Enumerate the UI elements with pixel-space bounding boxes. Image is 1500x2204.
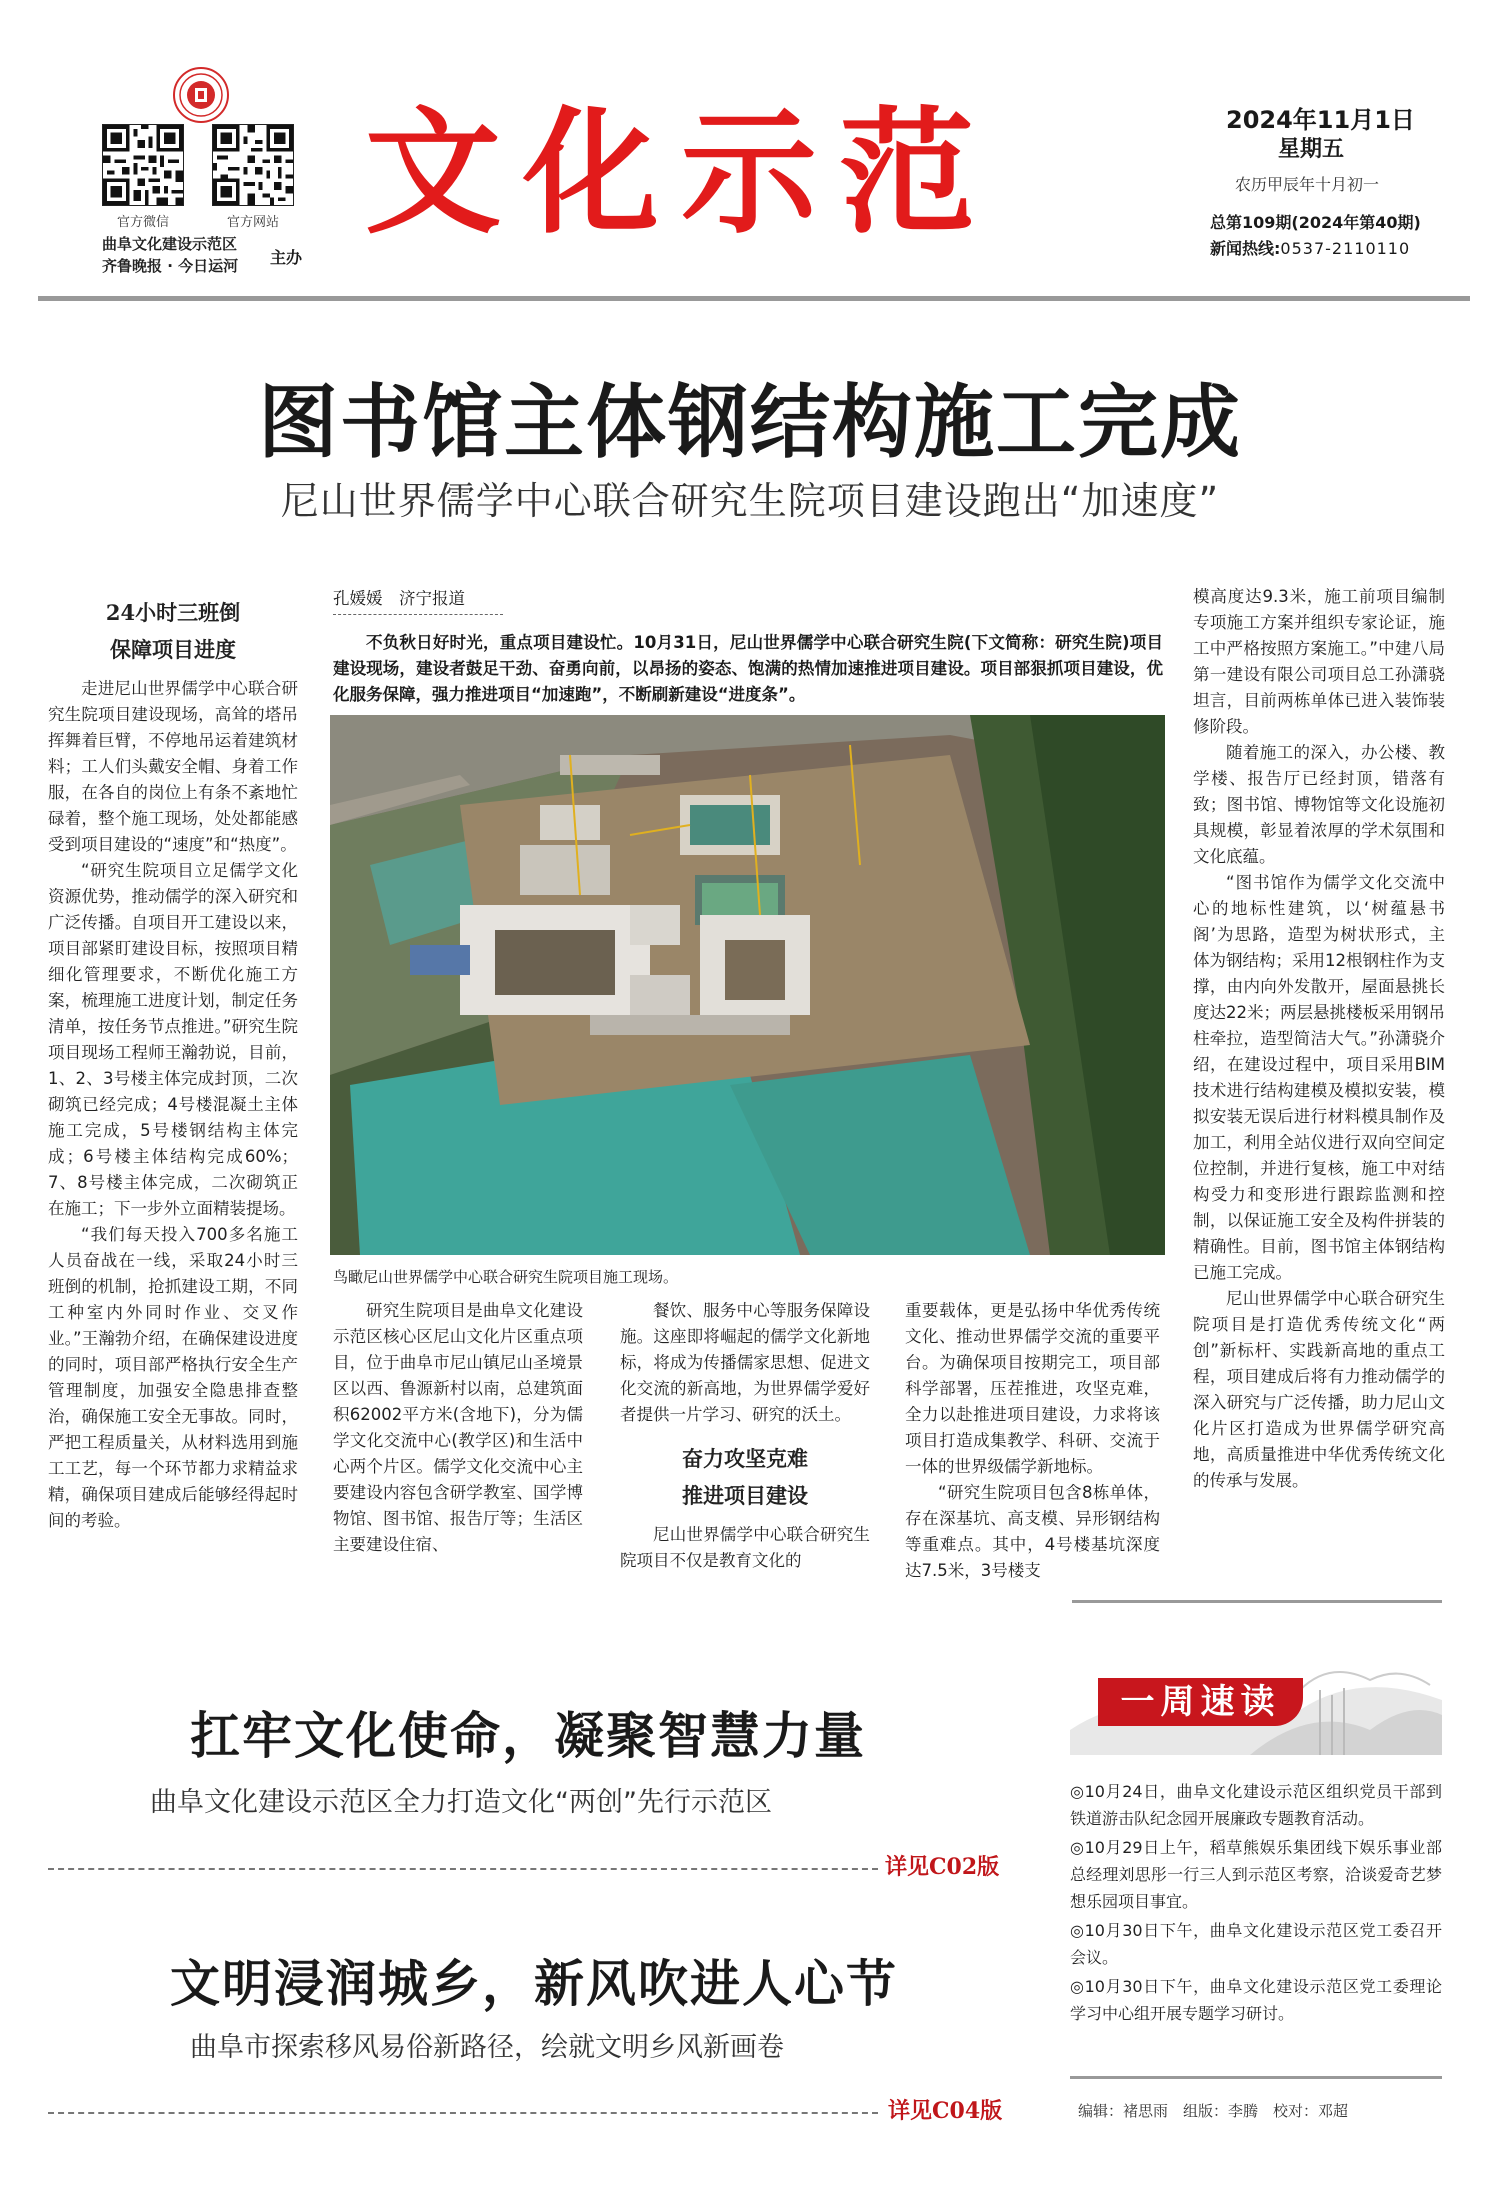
paragraph: 重要载体，更是弘扬中华优秀传统文化、推动世界儒学交流的重要平台。为确保项目按期完工，项目部科学部署，压茬推进，攻坚克难，全力以赴推进项目建设，力求将该项目打造成集教学、科研、交流于一体的世界级儒学新地标。 bbox=[905, 1301, 1160, 1476]
see-page-link-2[interactable]: 详见C04版 bbox=[888, 2098, 1003, 2124]
sponsor-tag: 主办 bbox=[270, 248, 303, 267]
article-column-5 bbox=[1193, 584, 1445, 1494]
paragraph: “研究生院项目立足儒学文化资源优势，推动儒学的深入研究和广泛传播。自项目开工建设以来，项目部紧盯建设目标，按照项目精细化管理要求，不断优化施工方案，梳理施工进度计划，制定任务清单，按任务节点推进。”研究生院项目现场工程师王瀚勃说，目前，1、2、3号楼主体完成封顶，二次砌筑已经完成；4号楼混凝土主体施工完成，5号楼钢结构主体完成；6号楼主体结构完成60%；7、8号楼主体完成，二次砌筑正在施工；下一步外立面精装提场。 bbox=[48, 861, 298, 1218]
main-headline: 图书馆主体钢结构施工完成 bbox=[258, 375, 1242, 469]
aerial-construction-photo bbox=[330, 715, 1165, 1255]
section-title-1a: 24小时三班倒 bbox=[105, 600, 241, 625]
seal-logo bbox=[172, 66, 230, 124]
website-qr-label: 官方网站 bbox=[226, 215, 279, 230]
sponsor-list bbox=[102, 233, 238, 277]
hotline-label: 新闻热线: bbox=[1210, 239, 1281, 258]
weekday: 星期五 bbox=[1278, 137, 1345, 162]
article-column-4 bbox=[905, 1298, 1160, 1584]
paragraph: “图书馆作为儒学文化交流中心的地标性建筑，以‘树蕴悬书阁’为思路，造型为树状形式，主体为钢结构；采用12根钢柱作为支撑，由内向外发散开，屋面悬挑长度达22米；两层悬挑楼板采用钢吊柱牵拉，造型简洁大气。”孙潇骁介绍，在建设过程中，项目采用BIM技术进行结构建模及模拟安装，模拟安装无误后进行材料模具制作及加工，利用全站仪进行双向空间定位控制，并进行复核，施工中对结构受力和变形进行跟踪监测和控制，以保证施工安全及构件拼装的精确性。目前，图书馆主体钢结构已施工完成。 bbox=[1193, 873, 1445, 1282]
paragraph: 随着施工的深入，办公楼、教学楼、报告厅已经封顶，错落有致；图书馆、博物馆等文化设施初具规模，彰显着浓厚的学术氛围和文化底蕴。 bbox=[1193, 743, 1445, 866]
paragraph: 走进尼山世界儒学中心联合研究生院项目建设现场，高耸的塔吊挥舞着巨臂，不停地吊运着建筑材料；工人们头戴安全帽、身着工作服，在各自的岗位上有条不紊地忙碌着，整个施工现场，处处都能感受到项目建设的“速度”和“热度”。 bbox=[48, 679, 298, 854]
article-column-2 bbox=[333, 1298, 583, 1558]
masthead-divider bbox=[38, 296, 1470, 301]
main-subheadline: 尼山世界儒学中心联合研究生院项目建设跑出“加速度” bbox=[280, 479, 1220, 523]
masthead bbox=[0, 0, 1500, 300]
paragraph: 模高度达9.3米，施工前项目编制专项施工方案并组织专家论证，施工中严格按照方案施工。”中建八局第一建设有限公司项目总工孙潇骁坦言，目前两栋单体已进入装饰装修阶段。 bbox=[1193, 587, 1445, 736]
paragraph: 尼山世界儒学中心联合研究生院项目不仅是教育文化的 bbox=[620, 1525, 870, 1570]
byline: 孔媛媛 济宁报道 bbox=[333, 589, 465, 608]
paragraph: “我们每天投入700多名施工人员奋战在一线，采取24小时三班倒的机制，抢抓建设工期，不同工种室内外同时作业、交叉作业。”王瀚勃介绍，在确保建设进度的同时，项目部严格执行安全生产管理制度，加强安全隐患排查整治，确保施工安全无事故。同时，严把工程质量关，从材料选用到施工工艺，每一个环节都力求精益求精，确保项目建成后能够经得起时间的考验。 bbox=[48, 1225, 298, 1530]
article-column-1 bbox=[48, 594, 298, 1534]
paragraph: 尼山世界儒学中心联合研究生院项目是打造优秀传统文化“两创”新标杆、实践新高地的重点工程，项目建成后将有力推动儒学的深入研究与广泛传播，助力尼山文化片区打造成为世界儒学研究高地，高质量推进中华优秀传统文化的传承与发展。 bbox=[1193, 1289, 1445, 1490]
lunar-date: 农历甲辰年十月初一 bbox=[1235, 175, 1380, 194]
teaser-title-1[interactable]: 扛牢文化使命，凝聚智慧力量 bbox=[190, 1706, 866, 1765]
section-title-1b: 保障项目进度 bbox=[110, 637, 236, 662]
wechat-qr-code[interactable] bbox=[102, 124, 184, 206]
see-page-link-1[interactable]: 详见C02版 bbox=[885, 1854, 1000, 1880]
sponsor-2: 齐鲁晚报 · 今日运河 bbox=[102, 257, 239, 275]
list-item: ◎10月30日下午，曲阜文化建设示范区党工委召开会议。 bbox=[1070, 1921, 1442, 1967]
list-item: ◎10月30日下午，曲阜文化建设示范区党工委理论学习中心组开展专题学习研讨。 bbox=[1070, 1977, 1442, 2023]
paragraph: 餐饮、服务中心等服务保障设施。这座即将崛起的儒学文化新地标，将成为传播儒家思想、促进文化交流的新高地，为世界儒学爱好者提供一片学习、研究的沃土。 bbox=[620, 1301, 870, 1424]
weekly-brief-title: 一周速读 bbox=[1098, 1678, 1303, 1726]
paragraph: 研究生院项目是曲阜文化建设示范区核心区尼山文化片区重点项目，位于曲阜市尼山镇尼山圣境景区以西、鲁源新村以南，总建筑面积62002平方米(含地下)，分为儒学文化交流中心(教学区)和生活中心两个片区。儒学文化交流中心主要建设内容包含研学教室、国学博物馆、图书馆、报告厅等；生活区主要建设住宿、 bbox=[333, 1301, 583, 1554]
sponsor-1: 曲阜文化建设示范区 bbox=[102, 235, 238, 253]
paragraph: “研究生院项目包含8栋单体，存在深基坑、高支模、异形钢结构等重难点。其中，4号楼基坑深度达7.5米，3号楼支 bbox=[905, 1483, 1160, 1580]
teaser-subtitle-2: 曲阜市探索移风易俗新路径，绘就文明乡风新画卷 bbox=[190, 2032, 784, 2063]
teaser-divider-2 bbox=[48, 2112, 878, 2114]
byline-divider bbox=[333, 614, 503, 615]
hotline-number: 0537-2110110 bbox=[1280, 239, 1411, 258]
wechat-qr-label: 官方微信 bbox=[116, 215, 169, 230]
teaser-subtitle-1: 曲阜文化建设示范区全力打造文化“两创”先行示范区 bbox=[150, 1787, 772, 1818]
weekly-brief-list bbox=[1070, 1778, 1442, 2029]
section-title-2a: 奋力攻坚克难 bbox=[682, 1446, 808, 1471]
newspaper-logo: 文化示范 bbox=[365, 93, 997, 253]
website-qr-code[interactable] bbox=[212, 124, 294, 206]
list-item: ◎10月29日上午，稻草熊娱乐集团线下娱乐事业部总经理刘思彤一行三人到示范区考察，洽谈爱奇艺梦想乐园项目事宜。 bbox=[1070, 1838, 1442, 1911]
list-item: ◎10月24日，曲阜文化建设示范区组织党员干部到铁道游击队纪念园开展廉政专题教育活动。 bbox=[1070, 1782, 1442, 1828]
editor-credits: 编辑：褚思雨 组版：李腾 校对：邓超 bbox=[1078, 2102, 1349, 2120]
article-column-3 bbox=[620, 1298, 870, 1574]
section-title-2b: 推进项目建设 bbox=[682, 1483, 808, 1508]
weekly-top-divider bbox=[1072, 1600, 1442, 1603]
teaser-divider-1 bbox=[48, 1868, 878, 1870]
issue-number: 总第109期(2024年第40期) bbox=[1210, 213, 1421, 232]
lead-paragraph: 不负秋日好时光，重点项目建设忙。10月31日，尼山世界儒学中心联合研究生院(下文简称：研究生院)项目建设现场，建设者鼓足干劲、奋勇向前，以昂扬的姿态、饱满的热情加速推进项目建设。项目部狠抓项目建设，优化服务保障，强力推进项目“加速跑”，不断刷新建设“进度条”。 bbox=[333, 633, 1163, 704]
teaser-title-2[interactable]: 文明浸润城乡，新风吹进人心节 bbox=[170, 1954, 898, 2013]
news-hotline bbox=[1210, 236, 1410, 259]
photo-caption: 鸟瞰尼山世界儒学中心联合研究生院项目施工现场。 bbox=[333, 1268, 679, 1286]
issue-date: 2024年11月1日 bbox=[1226, 106, 1415, 134]
weekly-bottom-divider bbox=[1070, 2076, 1442, 2079]
